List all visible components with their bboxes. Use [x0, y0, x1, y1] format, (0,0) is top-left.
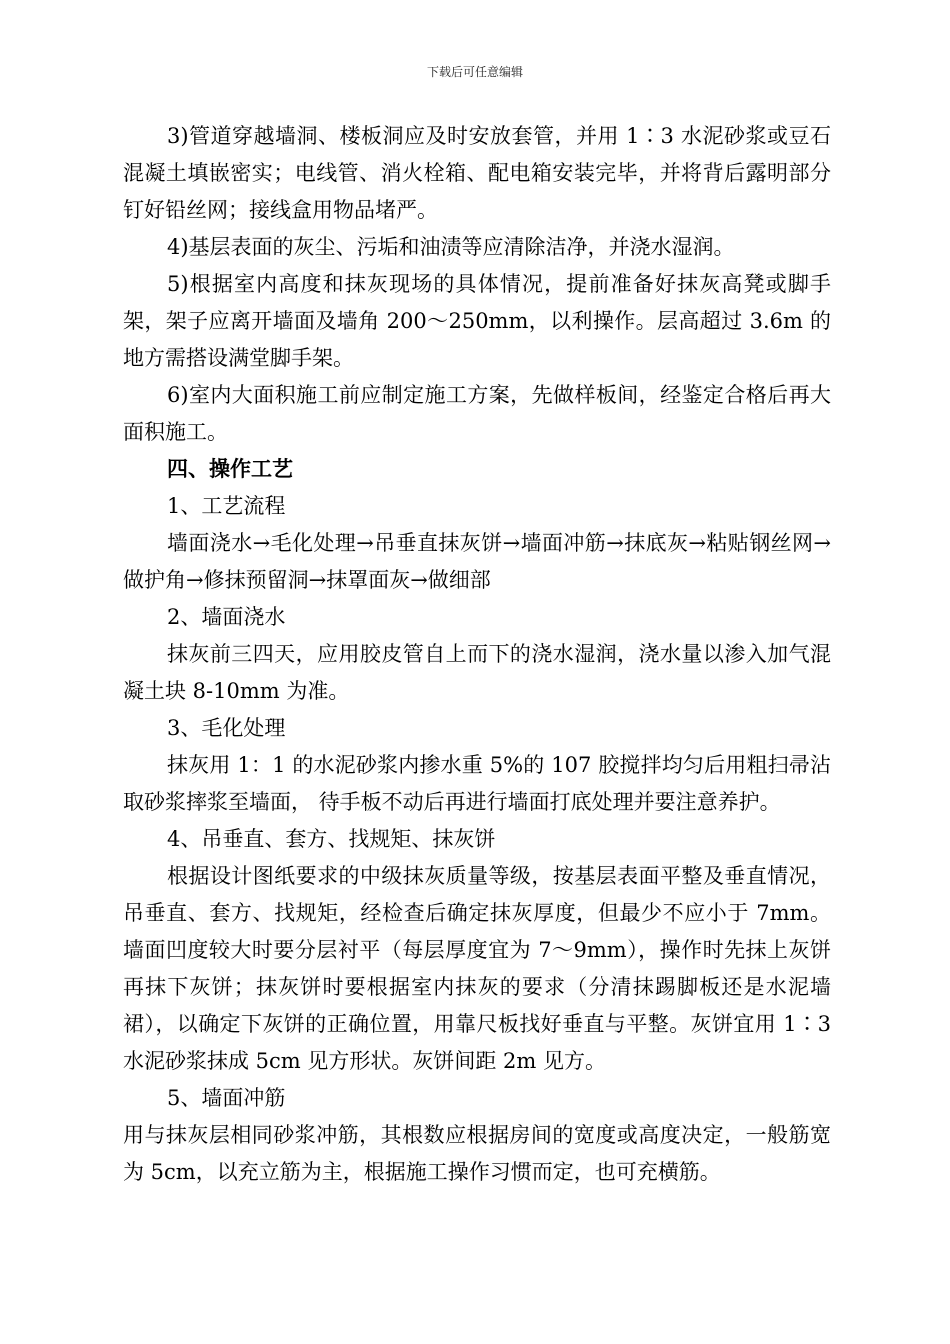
- subheading-roughening: 3、毛化处理: [167, 716, 286, 740]
- subheading-plumb-and-square: 4、吊垂直、套方、找规矩、抹灰饼: [167, 827, 496, 851]
- paragraph-process-flow: 墙面浇水→毛化处理→吊垂直抹灰饼→墙面冲筋→抹底灰→粘贴钢丝网→ 做护角→修抹预留洞→抹罩面灰→做细部: [123, 531, 831, 592]
- document-body: [123, 118, 831, 1191]
- paragraph-wall-watering: 抹灰前三四天，应用胶皮管自上而下的浇水湿润，浇水量以渗入加气混凝土块 8-10mm 为准。: [123, 642, 831, 703]
- subheading-process-flow: 1、工艺流程: [167, 494, 286, 518]
- paragraph-roughening: 抹灰用 1：1 的水泥砂浆内掺水重 5%的 107 胶搅拌均匀后用粗扫帚沾取砂浆摔浆至墙面， 待手板不动后再进行墙面打底处理并要注意养护。: [123, 753, 831, 814]
- section-heading-operation-process: 四、操作工艺: [167, 457, 293, 481]
- paragraph-screeding: 用与抹灰层相同砂浆冲筋，其根数应根据房间的宽度或高度决定，一般筋宽为 5cm，以充立筋为主，根据施工操作习惯而定，也可充横筋。: [123, 1123, 831, 1184]
- paragraph-pipe-sleeves: 3)管道穿越墙洞、楼板洞应及时安放套管，并用 1∶3 水泥砂浆或豆石混凝土填嵌密实；电线管、消火栓箱、配电箱安装完毕，并将背后露明部分钉好铅丝网；接线盒用物品堵严。: [123, 124, 831, 222]
- subheading-screeding: 5、墙面冲筋: [167, 1086, 286, 1110]
- paragraph-plumb-and-square: 根据设计图纸要求的中级抹灰质量等级，按基层表面平整及垂直情况，吊垂直、套方、找规矩，经检查后确定抹灰厚度，但最少不应小于 7mm。墙面凹度较大时要分层衬平（每层厚度宜为 7～9mm），操作时先抹上灰饼再抹下灰饼；抹灰饼时要根据室内抹灰的要求（分清抹踢脚板还是水泥墙裙），以确定下灰饼的正确位置，用靠尺板找好垂直与平整。灰饼宜用 1∶3 水泥砂浆抹成 5cm 见方形状。灰饼间距 2m 见方。: [123, 864, 831, 1073]
- paragraph-scaffolding: 5)根据室内高度和抹灰现场的具体情况，提前准备好抹灰高凳或脚手架，架子应离开墙面及墙角 200～250mm，以利操作。层高超过 3.6m 的地方需搭设满堂脚手架。: [123, 272, 831, 370]
- page-header: 下载后可任意编辑: [426, 65, 523, 79]
- subheading-wall-watering: 2、墙面浇水: [167, 605, 286, 629]
- paragraph-sample-room: 6)室内大面积施工前应制定施工方案，先做样板间，经鉴定合格后再大面积施工。: [123, 383, 831, 444]
- paragraph-base-cleaning: 4)基层表面的灰尘、污垢和油渍等应清除洁净，并浇水湿润。: [167, 235, 735, 259]
